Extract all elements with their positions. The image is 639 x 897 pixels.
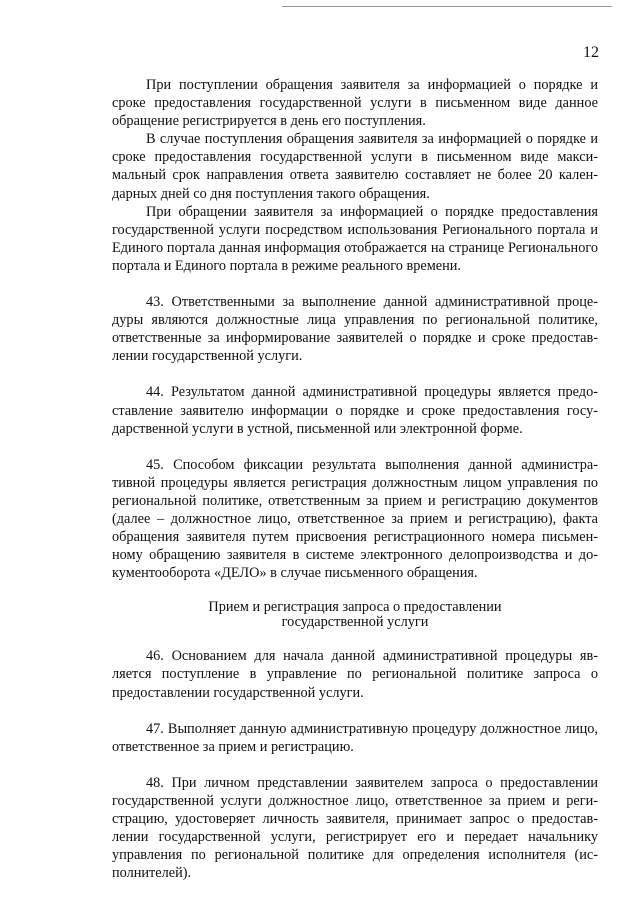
paragraph-48: 48. При личном представлении заявителем запроса о предоставлении государственной услуги должностное лицо, ответственное за прием и регистрацию, удостоверяет личность заявителя, принимает запрос о предоставлении государственной услуги, регистрирует его и передает начальнику управления по региональной политике для определения исполнителя (исполнителей). [112, 774, 598, 882]
scan-top-rule [282, 6, 612, 7]
document-body [112, 76, 598, 882]
paragraph-portal-display: При обращении заявителя за информацией о порядке предоставления государственной услуги посредством использования Регионального портала и Единого портала данная информация отображается на странице Регионального портала и Единого портала в режиме реального времени. [112, 203, 598, 274]
section-heading [112, 600, 598, 629]
page-number: 12 [583, 44, 599, 61]
section-heading-line-2: государственной услуги [281, 613, 429, 630]
paragraph-44: 44. Результатом данной административной процедуры является предоставление заявителю информации о порядке и сроке предоставления государственной услуги в устной, письменной или электронной форме. [112, 384, 598, 437]
paragraph-response-deadline: В случае поступления обращения заявителя за информацией о порядке и сроке предоставления государственной услуги в письменном виде максимальный срок направления ответа заявителю составляет не более 20 календарных дней со дня поступления такого обращения. [112, 131, 598, 202]
section-heading-line-1: Прием и регистрация запроса о предоставлении [208, 599, 502, 616]
paragraph-43: 43. Ответственными за выполнение данной административной процедуры являются должностные лица управления по региональной политике, ответственные за информирование заявителей о порядке и сроке предоставлении государственной услуги. [112, 294, 598, 365]
paragraph-47: 47. Выполняет данную административную процедуру должностное лицо, ответственное за прием и регистрацию. [112, 720, 598, 755]
paragraph-46: 46. Основанием для начала данной административной процедуры является поступление в управление по региональной политике запроса о предоставлении государственной услуги. [112, 648, 598, 701]
paragraph-45: 45. Способом фиксации результата выполнения данной административной процедуры является регистрация должностным лицом управления по региональной политике, ответственным за прием и регистрацию документов (далее – должностное лицо, ответственное за прием и регистрацию), факта обращения заявителя путем присвоения регистрационного номера письменному обращению заявителя в системе электронного делопроизводства и документооборота «ДЕЛО» в случае письменного обращения. [112, 456, 598, 582]
paragraph-registration-day: При поступлении обращения заявителя за информацией о порядке и сроке предоставления государственной услуги в письменном виде данное обращение регистрируется в день его поступления. [112, 77, 598, 130]
